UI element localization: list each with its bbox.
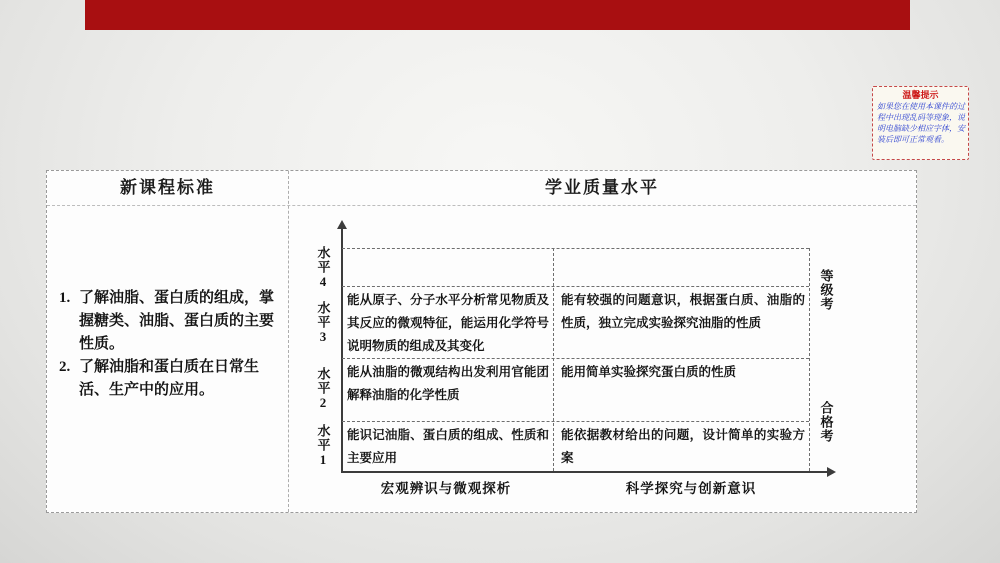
- tip-note-line: 装后即可正常观看。: [877, 135, 949, 144]
- tip-note-line: 如果您在使用本课件的过: [877, 102, 965, 111]
- cell-level2-inquiry: 能用简单实验探究蛋白质的性质: [561, 365, 737, 379]
- header-new-curriculum: 新课程标准: [120, 178, 215, 197]
- x-axis: [341, 471, 829, 473]
- list-item-number: 1.: [59, 290, 71, 306]
- tip-note-line: 程中出现乱码等现象，说: [877, 113, 965, 122]
- standards-table: [46, 170, 917, 513]
- curriculum-standards-list: [59, 287, 281, 402]
- cell-level2-macro: 能从油脂的微观结构出发利用官能团解释油脂的化学性质: [347, 365, 549, 402]
- top-accent-bar: [85, 0, 910, 30]
- tip-note-line: 明电脑缺少相应字体，安: [877, 124, 965, 133]
- x-category-macro-micro: 宏观辨识与微观探析: [380, 481, 512, 496]
- header-divider: [47, 205, 916, 206]
- list-item-text: 了解油脂和蛋白质在日常生活、生产中的应用。: [79, 359, 260, 398]
- tip-note-title: 温馨提示: [902, 90, 939, 100]
- grid-line: [342, 358, 809, 359]
- cell-level1-macro: 能识记油脂、蛋白质的组成、性质和主要应用: [347, 428, 549, 465]
- list-item-number: 2.: [59, 359, 71, 375]
- cell-level1-inquiry: 能依据教材给出的问题，设计简单的实验方案: [561, 428, 805, 465]
- exam-label-qualifying: 合格考: [818, 401, 834, 443]
- column-divider: [288, 171, 289, 512]
- list-item: [59, 356, 281, 402]
- grid-line: [342, 286, 809, 287]
- grid-line: [809, 248, 810, 471]
- grid-line: [342, 421, 809, 422]
- x-axis-arrow-icon: [827, 467, 836, 477]
- y-tick-level-3: 水平3: [315, 301, 331, 345]
- list-item: [59, 287, 281, 356]
- y-tick-level-2: 水平2: [315, 367, 331, 411]
- y-axis: [341, 229, 343, 472]
- y-tick-level-4: 水平4: [315, 246, 331, 290]
- cell-level3-macro: 能从原子、分子水平分析常见物质及其反应的微观特征，能运用化学符号说明物质的组成及其变化: [347, 293, 549, 353]
- header-quality-level: 学业质量水平: [545, 178, 659, 197]
- exam-label-graded: 等级考: [818, 269, 834, 311]
- grid-line: [553, 248, 554, 471]
- tip-note: [872, 86, 969, 160]
- y-tick-level-1: 水平1: [315, 424, 331, 468]
- y-axis-arrow-icon: [337, 220, 347, 229]
- cell-level3-inquiry: 能有较强的问题意识，根据蛋白质、油脂的性质，独立完成实验探究油脂的性质: [561, 293, 805, 330]
- x-category-inquiry-innovation: 科学探究与创新意识: [625, 481, 757, 496]
- quality-level-diagram: [301, 216, 861, 511]
- list-item-text: 了解油脂、蛋白质的组成，掌握糖类、油脂、蛋白质的主要性质。: [79, 290, 275, 352]
- grid-line: [342, 248, 809, 249]
